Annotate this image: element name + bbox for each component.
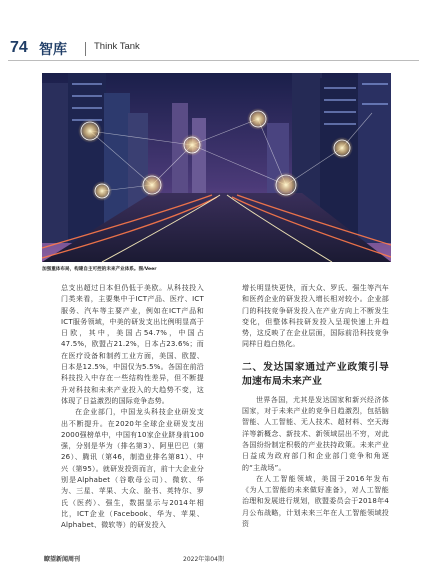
header-rule <box>8 60 419 61</box>
page-number: 74 <box>10 39 28 56</box>
body-paragraph: 在企业部门，中国龙头科技企业研发支出不断提升。在2020年全球企业研发支出2000强榜单中，中国有10家企业跻身前100强，分别是华为（排名第3）、阿里巴巴（第26）、腾讯（第46，制造业排名第81）、中兴（第95）。就研发投资而言，前十大企业分别是Alphabet（谷歌母公司）、微软、华为、三星、苹果、大众、脸书、英特尔、罗氏（医药）、强生，数据显示与2014年相比，ICT企业（Facebook、华为、苹果、Alphabet、微软等）的研发投入 <box>61 408 204 530</box>
section-title: 智库 <box>39 42 67 58</box>
section-heading: 二、发达国家通过产业政策引导加速布局未来产业 <box>242 361 389 387</box>
section-subtitle: Think Tank <box>94 41 140 52</box>
page-header <box>8 38 419 60</box>
header-divider <box>85 42 86 56</box>
city-network-photo <box>42 73 391 262</box>
body-paragraph: 世界各国，尤其是发达国家和新兴经济体国家，对于未来产业的竞争日趋激烈，包括脑智能、人工智能、无人技术、超材料、空天海洋等新概念、新技术、新领域层出不穷，对此各国纷纷制定积极的产业扶持政策。未来产业日益成为政府部门和企业部门竞争和角逐的“主战场”。 <box>242 395 389 472</box>
left-column <box>61 283 204 532</box>
photo-caption: 加强重体布局，构建自主可控的未来产业体系。图/Veer <box>42 267 157 272</box>
right-column <box>242 283 389 530</box>
issue-number: 2022年第04期 <box>183 556 224 563</box>
body-paragraph: 在人工智能领域，美国于2016年发布《为人工智能的未来做好准备》，对人工智能治理和发展进行规划，欧盟委员会于2018年4月公布战略，计划未来三年在人工智能领域投资 <box>242 474 389 529</box>
body-paragraph: 总支出超过日本但仍低于美欧。从科技投入门类来看，主要集中于ICT产品、医疗、ICT服务、汽车等主要产业，例如在ICT产品和ICT服务领域，中美的研发支出比例明显高于日欧，其中，美国占54.7%，中国占47.5%，欧盟占21.2%，日本占23.6%；而在医疗设备和制药工业方面，美国、欧盟、日本是12.5%，中国仅为5.5%。各国在前沿科技投入中存在一些结构性差异，但不断提升对科技和未来产业投入的大趋势不变，这体现了日益激烈的国际竞争态势。 <box>61 284 204 405</box>
body-paragraph: 增长明显快更快，而大众、罗氏、强生等汽车和医药企业的研发投入增长相对较小。企业部门的科技竞争研发投入在产业方向上不断发生变化，但整体科技研发投入呈现快速上升趋势，这反映了在企业层面，国际前沿科技竞争同样日趋白热化。 <box>242 284 389 349</box>
publication-name: 瞭望新闻周刊 <box>44 556 81 563</box>
